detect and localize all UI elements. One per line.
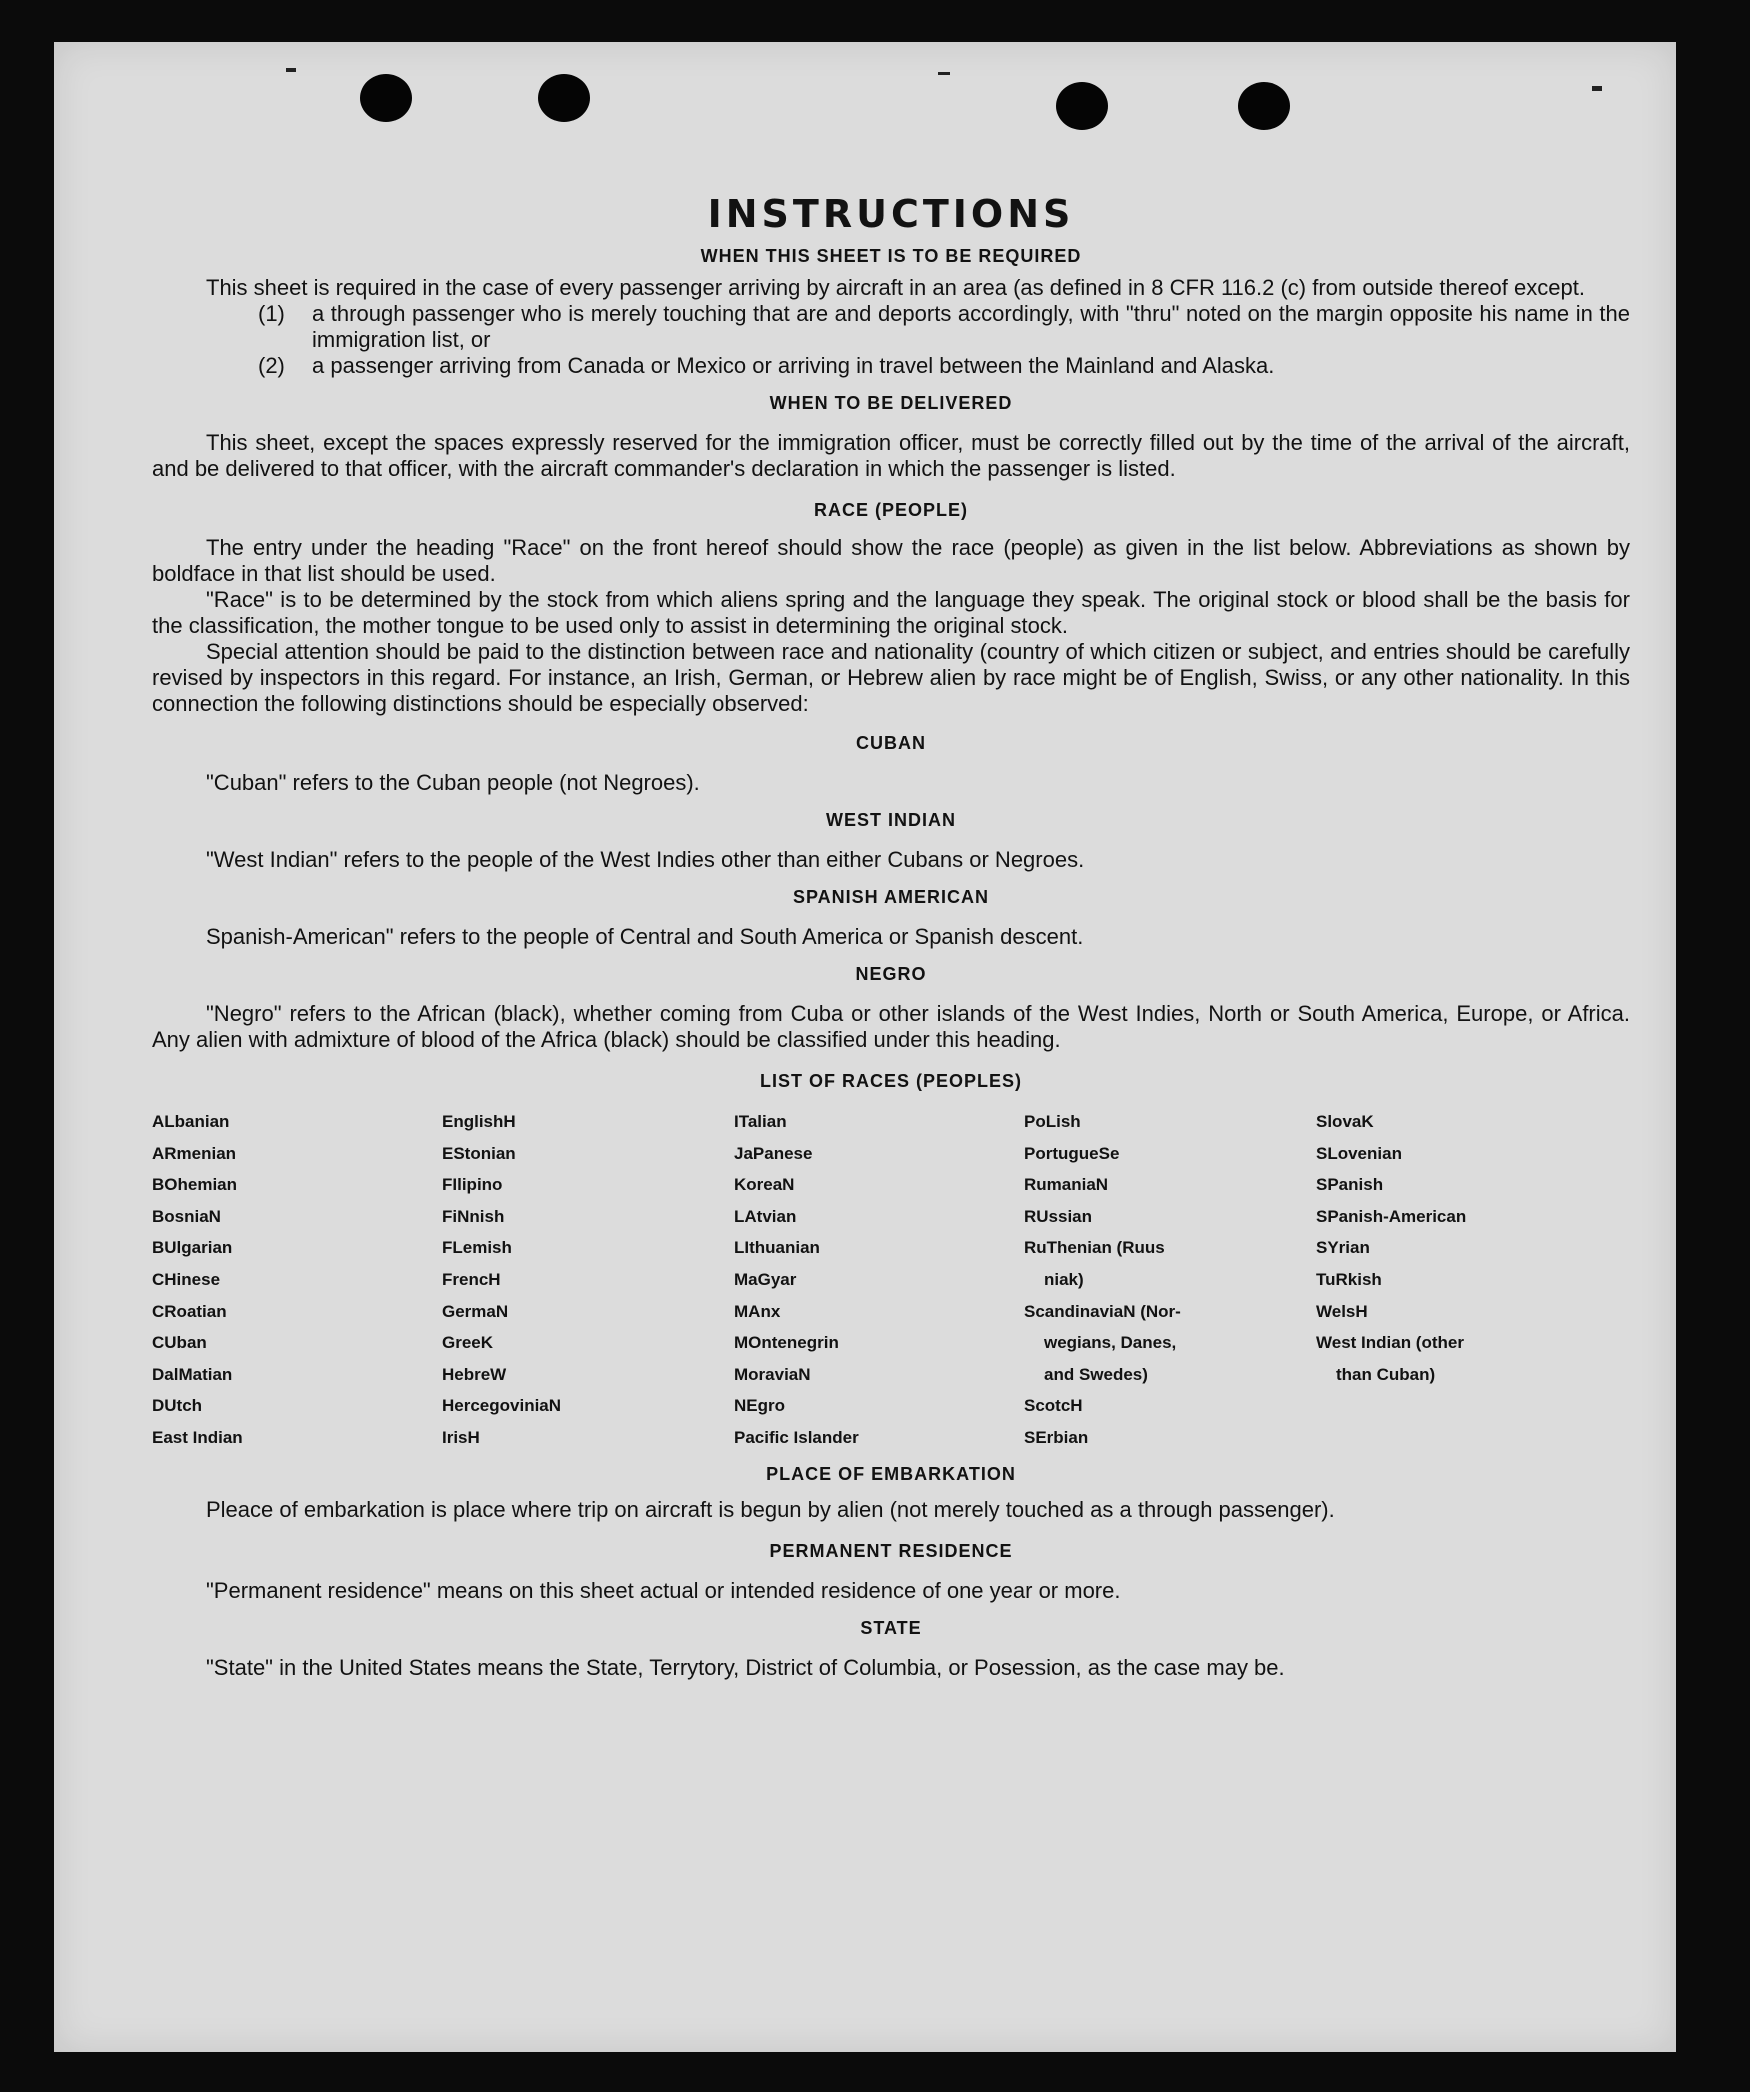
exception-number: (1) — [258, 301, 285, 326]
race-entry: DalMatian — [152, 1364, 233, 1384]
race-entry: IrisH — [442, 1427, 480, 1447]
race-entry: WelsH — [1316, 1301, 1368, 1321]
scan-speck — [1592, 86, 1602, 91]
exception-text: a through passenger who is merely touching that are and deports accordingly, with "thru" noted on the margin opposite his name in the immigration list, or — [312, 301, 1630, 352]
race-entry: SLovenian — [1316, 1143, 1402, 1163]
heading-when-required: WHEN THIS SHEET IS TO BE REQUIRED — [700, 246, 1082, 266]
west-indian-text: "West Indian" refers to the people of the West Indies other than either Cubans or Negroes. — [206, 847, 1085, 872]
race-entry: ITalian — [734, 1112, 787, 1131]
race-entry: GermaN — [442, 1301, 509, 1321]
race-entry: CHinese — [152, 1269, 221, 1289]
race-entry-continued: wegians, Danes, — [1044, 1333, 1177, 1353]
heading-cuban: CUBAN — [856, 733, 926, 753]
when-required-intro: This sheet is required in the case of every passenger arriving by aircraft in an area (as defined in 8 CFR 116.2 (c) from outside thereof except. — [206, 275, 1585, 300]
race-entry: SYrian — [1316, 1238, 1370, 1258]
race-entry: MoraviaN — [734, 1364, 811, 1384]
embarkation-text: Pleace of embarkation is place where trip on aircraft is begun by alien (not merely touched as a through passenger). — [206, 1496, 1335, 1522]
when-delivered-text: This sheet, except the spaces expressly reserved for the immigration officer, must be correctly filled out by the time of the arrival of the aircraft, and be delivered to that officer, with the aircraft commander's declaration in which the passenger is listed. — [152, 430, 1630, 481]
race-entry: CUban — [152, 1333, 207, 1353]
exception-number: (2) — [258, 353, 285, 378]
instructions-content — [152, 192, 1630, 1681]
races-column — [1316, 1106, 1576, 1454]
race-entry: ScandinaviaN (Nor- — [1024, 1301, 1181, 1321]
punch-hole — [1056, 82, 1108, 130]
heading-spanish-american: SPANISH AMERICAN — [792, 887, 989, 907]
race-entry: CRoatian — [152, 1301, 227, 1321]
heading-residence: PERMANENT RESIDENCE — [769, 1540, 1013, 1561]
races-column — [442, 1106, 734, 1454]
race-entry: BOhemian — [152, 1175, 238, 1195]
race-entry: ARmenian — [152, 1143, 237, 1163]
race-entry: GreeK — [442, 1333, 494, 1353]
race-entry: KoreaN — [734, 1175, 795, 1195]
race-entry: Pacific Islander — [734, 1427, 859, 1447]
heading-embarkation: PLACE OF EMBARKATION — [766, 1463, 1016, 1484]
race-entry: FrencH — [442, 1269, 501, 1289]
race-entry-continued: niak) — [1044, 1269, 1084, 1289]
scan-speck — [938, 72, 950, 75]
heading-state: STATE — [860, 1617, 922, 1638]
heading-west-indian: WEST INDIAN — [826, 810, 956, 830]
race-entry: RumaniaN — [1024, 1175, 1109, 1195]
negro-text: "Negro" refers to the African (black), whether coming from Cuba or other islands of the West Indies, North or South America, Europe, or Africa. Any alien with admixture of blood of the Africa (black) should be classified under this heading. — [152, 1001, 1630, 1052]
races-column — [734, 1106, 1024, 1454]
heading-race: RACE (PEOPLE) — [813, 500, 968, 520]
race-entry: FLemish — [442, 1238, 512, 1258]
exception-item — [258, 353, 1630, 379]
punch-hole — [1238, 82, 1290, 130]
races-column — [152, 1106, 442, 1454]
cuban-text: "Cuban" refers to the Cuban people (not Negroes). — [206, 770, 700, 795]
race-entry: EnglishH — [442, 1112, 516, 1131]
race-entry: BosniaN — [152, 1206, 221, 1226]
races-table — [152, 1106, 1630, 1454]
state-text: "State" in the United States means the State, Terrytory, District of Columbia, or Posession, as the case may be. — [206, 1654, 1285, 1680]
race-paragraph-2: "Race" is to be determined by the stock from which aliens spring and the language they speak. The original stock or blood shall be the basis for the classification, the mother tongue to be used only to assist in determining the original stock. — [152, 587, 1630, 638]
spanish-american-text: Spanish-American" refers to the people of Central and South America or Spanish descent. — [206, 924, 1084, 949]
heading-list-of-races: LIST OF RACES (PEOPLES) — [759, 1071, 1023, 1091]
race-entry: RUssian — [1024, 1206, 1093, 1226]
heading-negro: NEGRO — [855, 964, 927, 984]
page-title: INSTRUCTIONS — [707, 192, 1075, 236]
race-entry: RuThenian (Ruus — [1024, 1238, 1165, 1258]
races-column — [1024, 1106, 1316, 1454]
residence-text: "Permanent residence" means on this sheet actual or intended residence of one year or more. — [206, 1577, 1121, 1603]
race-entry: JaPanese — [734, 1143, 813, 1163]
race-entry-continued: than Cuban) — [1336, 1364, 1436, 1384]
race-entry: MOntenegrin — [734, 1333, 839, 1353]
race-entry: MaGyar — [734, 1269, 797, 1289]
race-entry: PoLish — [1024, 1112, 1081, 1131]
race-entry: East Indian — [152, 1427, 243, 1447]
race-entry: LAtvian — [734, 1206, 797, 1226]
race-entry: HercegoviniaN — [442, 1396, 562, 1416]
race-entry: LIthuanian — [734, 1238, 820, 1258]
race-entry: HebreW — [442, 1364, 507, 1384]
race-entry: TuRkish — [1316, 1269, 1382, 1289]
race-entry-continued: and Swedes) — [1044, 1364, 1148, 1384]
race-entry: EStonian — [442, 1143, 516, 1163]
exception-text: a passenger arriving from Canada or Mexico or arriving in travel between the Mainland and Alaska. — [312, 353, 1275, 378]
heading-when-delivered: WHEN TO BE DELIVERED — [769, 393, 1013, 413]
document-sheet — [54, 42, 1676, 2052]
scan-speck — [286, 68, 296, 72]
race-entry: SPanish-American — [1316, 1206, 1467, 1226]
race-entry: BUlgarian — [152, 1238, 233, 1258]
race-entry: West Indian (other — [1316, 1333, 1464, 1353]
race-entry: FIlipino — [442, 1175, 503, 1195]
race-entry: NEgro — [734, 1396, 785, 1416]
race-entry: SPanish — [1316, 1175, 1384, 1195]
race-entry: FiNnish — [442, 1206, 505, 1226]
punch-hole — [360, 74, 412, 122]
race-entry: MAnx — [734, 1301, 781, 1321]
punch-hole — [538, 74, 590, 122]
race-entry: ALbanian — [152, 1112, 230, 1131]
race-paragraph-3: Special attention should be paid to the distinction between race and nationality (country of which citizen or subject, and entries should be carefully revised by inspectors in this regard. For instance, an Irish, German, or Hebrew alien by race might be of English, Swiss, or any other nationality. In this connection the following distinctions should be especially observed: — [152, 639, 1630, 716]
race-entry: PortugueSe — [1024, 1143, 1120, 1163]
race-paragraph-1: The entry under the heading "Race" on the front hereof should show the race (people) as given in the list below. Abbreviations as shown by boldface in that list should be used. — [152, 535, 1630, 586]
race-entry: SlovaK — [1316, 1112, 1374, 1131]
race-entry: DUtch — [152, 1396, 203, 1416]
race-entry: SErbian — [1024, 1427, 1089, 1447]
race-entry: ScotcH — [1024, 1396, 1083, 1416]
exception-item — [258, 301, 1630, 353]
